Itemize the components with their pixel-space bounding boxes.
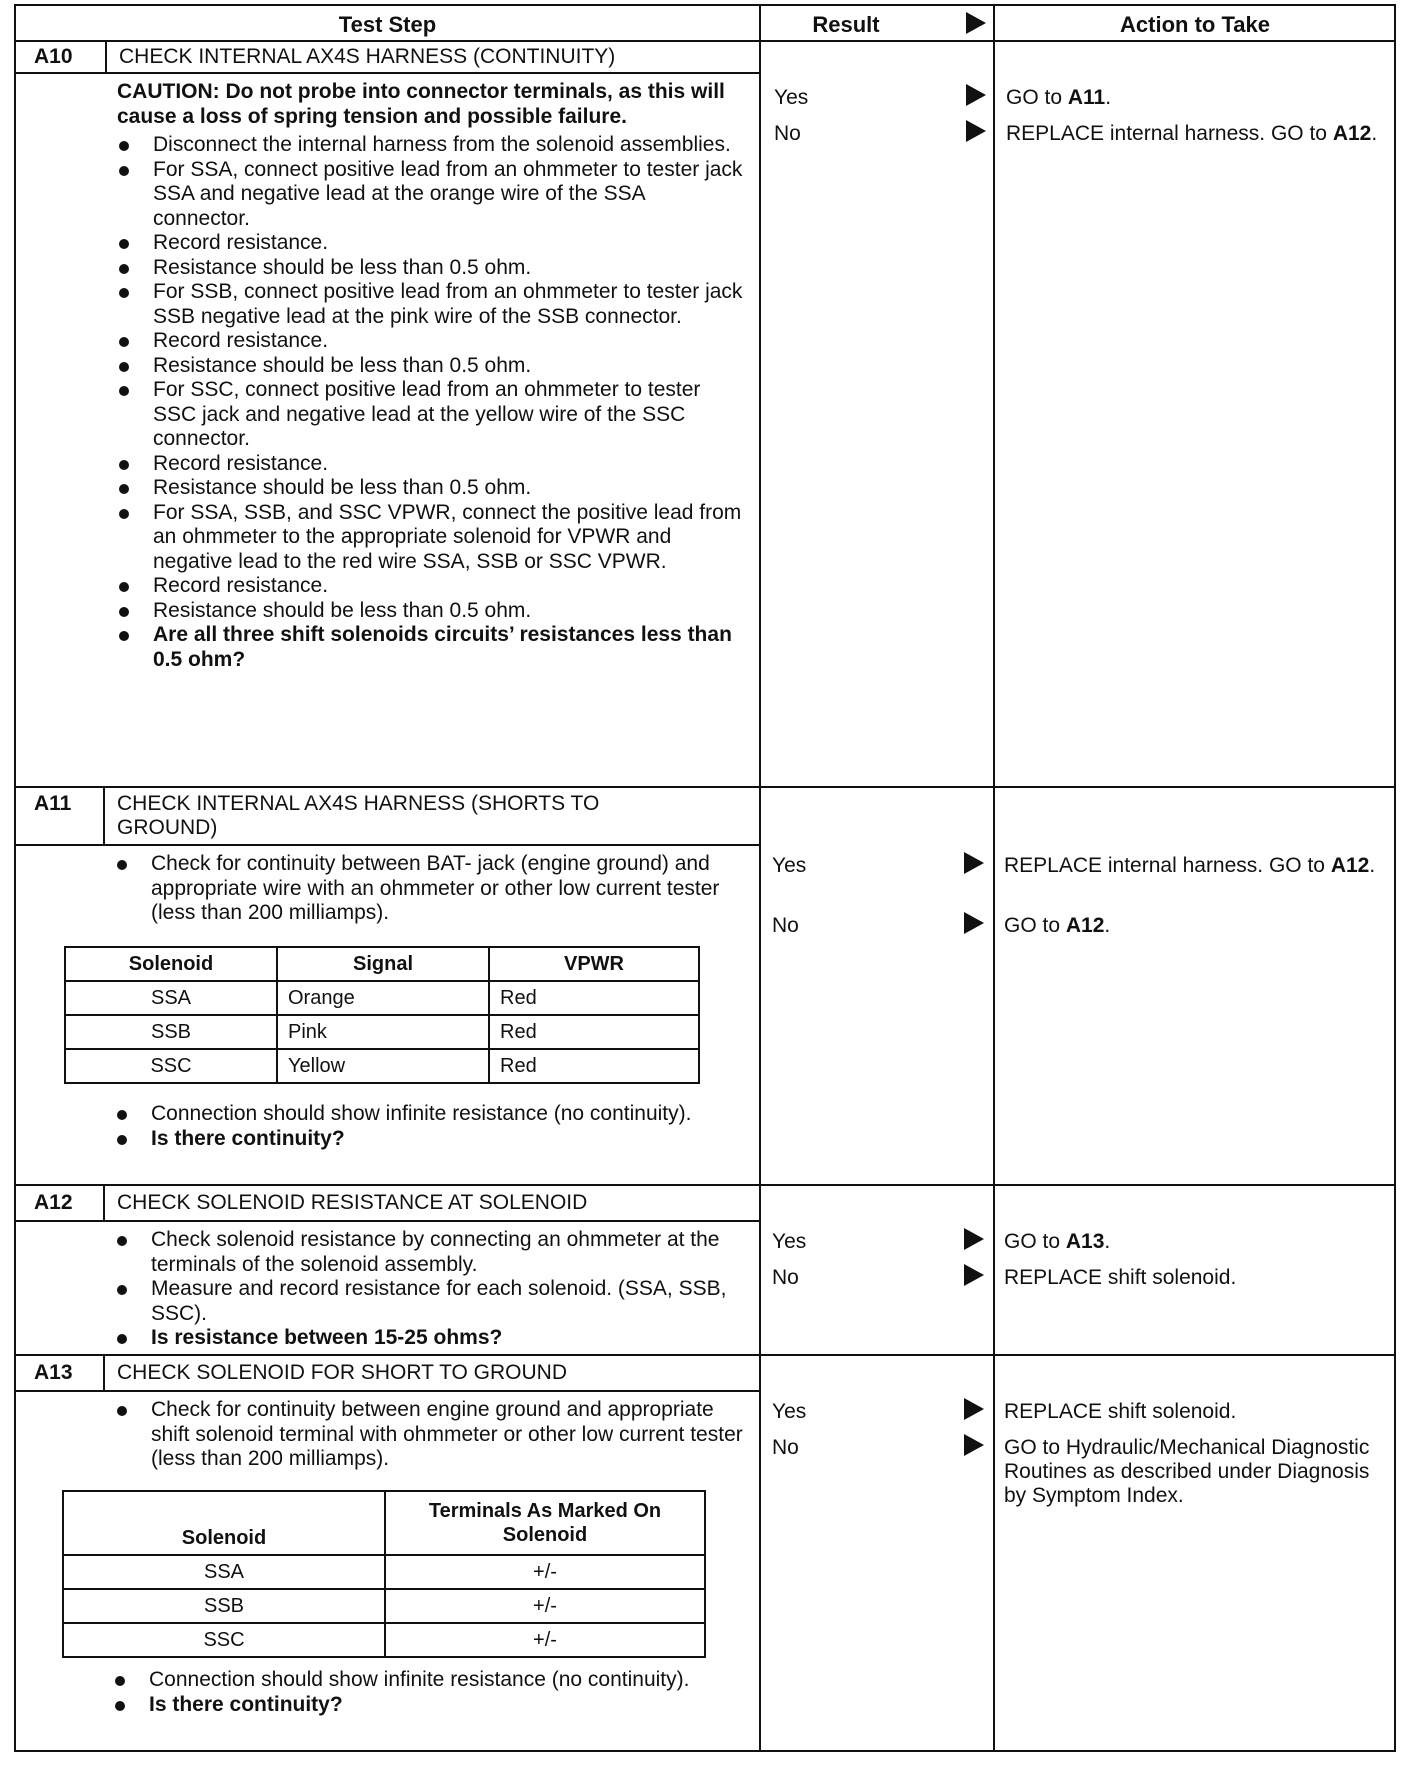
step-a11-content-bottom xyxy=(115,1102,745,1151)
step-a10-bullets xyxy=(117,133,747,672)
step-a11-action-yes: REPLACE internal harness. GO to A12. xyxy=(1004,854,1376,877)
solenoid-wire-table xyxy=(64,946,700,1084)
table-cell: SSC xyxy=(63,1623,385,1657)
table-cell: SSB xyxy=(63,1589,385,1623)
step-a13-action-no: GO to Hydraulic/Mechanical Diagnostic Routines as described under Diagnosis by Symptom Index. xyxy=(1004,1436,1370,1507)
table-cell: SSA xyxy=(63,1555,385,1589)
list-item: Measure and record resistance for each solenoid. (SSA, SSB, SSC). xyxy=(115,1277,745,1326)
step-a13-yes-arrow-icon xyxy=(964,1398,984,1420)
step-a11-title: CHECK INTERNAL AX4S HARNESS (SHORTS TO GROUND) xyxy=(117,792,600,839)
step-a11-result-yes: Yes xyxy=(772,854,807,877)
table-cell: Pink xyxy=(277,1015,489,1049)
step-a10-id: A10 xyxy=(34,45,73,68)
table-row xyxy=(65,1015,699,1049)
table-cell: Red xyxy=(489,981,699,1015)
step-a10-result-yes: Yes xyxy=(774,86,809,109)
step-a10-caution: CAUTION: Do not probe into connector terminals, as this will cause a loss of spring tension and possible failure. xyxy=(117,80,725,128)
table-header: Solenoid xyxy=(63,1491,385,1555)
step-a13-action-yes: REPLACE shift solenoid. xyxy=(1004,1400,1237,1423)
list-item: Check for continuity between BAT- jack (engine ground) and appropriate wire with an ohmmeter or other low current tester (less than 200 milliamps). xyxy=(115,852,745,926)
step-a11-yes-arrow-icon xyxy=(964,852,984,874)
step-a12-content xyxy=(115,1228,745,1351)
list-item: For SSC, connect positive lead from an ohmmeter to tester SSC jack and negative lead at the yellow wire of the SSC connector. xyxy=(117,378,747,452)
step-a10-question: Are all three shift solenoids circuits’ resistances less than 0.5 ohm? xyxy=(117,623,747,672)
step-a12-question: Is resistance between 15-25 ohms? xyxy=(115,1326,745,1351)
table-cell: Yellow xyxy=(277,1049,489,1083)
list-item: For SSB, connect positive lead from an ohmmeter to tester jack SSB negative lead at the pink wire of the SSB connector. xyxy=(117,280,747,329)
step-a12-no-arrow-icon xyxy=(964,1264,984,1286)
list-item: For SSA, SSB, and SSC VPWR, connect the positive lead from an ohmmeter to the appropriate solenoid for VPWR and negative lead to the red wire SSA, SSB or SSC VPWR. xyxy=(117,501,747,575)
step-a13-content-top xyxy=(115,1398,745,1472)
step-a10-title: CHECK INTERNAL AX4S HARNESS (CONTINUITY) xyxy=(119,45,616,68)
table-cell: +/- xyxy=(385,1589,705,1623)
header-result: Result xyxy=(812,12,880,37)
list-item: Resistance should be less than 0.5 ohm. xyxy=(117,354,747,379)
table-row xyxy=(63,1623,705,1657)
step-a11-action-no: GO to A12. xyxy=(1004,914,1111,937)
list-item: Record resistance. xyxy=(117,231,747,256)
list-item: Record resistance. xyxy=(117,574,747,599)
step-a10-result-no: No xyxy=(774,122,801,145)
step-a12-action-yes: GO to A13. xyxy=(1004,1230,1111,1253)
table-header: Signal xyxy=(277,947,489,981)
list-item: Connection should show infinite resistance (no continuity). xyxy=(113,1668,743,1693)
step-a10-content xyxy=(117,80,747,672)
table-cell: Red xyxy=(489,1015,699,1049)
table-cell: +/- xyxy=(385,1623,705,1657)
table-cell: +/- xyxy=(385,1555,705,1589)
solenoid-terminal-table xyxy=(62,1490,706,1658)
step-a13-title: CHECK SOLENOID FOR SHORT TO GROUND xyxy=(117,1361,568,1384)
column-divider-result xyxy=(759,6,761,1750)
step-a11-result-no: No xyxy=(772,914,799,937)
list-item: Record resistance. xyxy=(117,329,747,354)
column-divider-action xyxy=(993,6,995,1750)
step-a13-result-yes: Yes xyxy=(772,1400,807,1423)
list-item: Resistance should be less than 0.5 ohm. xyxy=(117,599,747,624)
list-item: Check for continuity between engine ground and appropriate shift solenoid terminal with ohmmeter or other low current tester (less than 200 milliamps). xyxy=(115,1398,745,1472)
header-test-step: Test Step xyxy=(338,12,437,37)
table-cell: Red xyxy=(489,1049,699,1083)
step-a13-content-bottom xyxy=(113,1668,743,1717)
step-a11-no-arrow-icon xyxy=(964,912,984,934)
list-item: Disconnect the internal harness from the solenoid assemblies. xyxy=(117,133,747,158)
step-a12-title: CHECK SOLENOID RESISTANCE AT SOLENOID xyxy=(117,1191,588,1214)
table-row xyxy=(65,1049,699,1083)
step-a11-content-top xyxy=(115,852,745,926)
list-item: For SSA, connect positive lead from an ohmmeter to tester jack SSA and negative lead at the orange wire of the SSA connector. xyxy=(117,158,747,232)
step-a12-result-yes: Yes xyxy=(772,1230,807,1253)
step-a10-action-no: REPLACE internal harness. GO to A12. xyxy=(1006,122,1378,145)
list-item: Check solenoid resistance by connecting an ohmmeter at the terminals of the solenoid assembly. xyxy=(115,1228,745,1277)
step-a10-no-arrow-icon xyxy=(966,120,986,142)
header-action: Action to Take xyxy=(1120,12,1270,37)
table-row xyxy=(63,1589,705,1623)
table-header: VPWR xyxy=(489,947,699,981)
step-a12-action-no: REPLACE shift solenoid. xyxy=(1004,1266,1237,1289)
header-arrow-icon xyxy=(966,12,986,34)
list-item: Resistance should be less than 0.5 ohm. xyxy=(117,476,747,501)
table-header: Solenoid xyxy=(65,947,277,981)
list-item: Resistance should be less than 0.5 ohm. xyxy=(117,256,747,281)
table-row xyxy=(65,981,699,1015)
list-item: Record resistance. xyxy=(117,452,747,477)
table-header: Terminals As Marked On Solenoid xyxy=(385,1491,705,1555)
step-a12-result-no: No xyxy=(772,1266,799,1289)
step-a11-question: Is there continuity? xyxy=(115,1127,745,1152)
step-a13-no-arrow-icon xyxy=(964,1434,984,1456)
table-cell: SSB xyxy=(65,1015,277,1049)
table-cell: Orange xyxy=(277,981,489,1015)
step-a10-action-yes: GO to A11. xyxy=(1006,86,1112,109)
step-a12-id: A12 xyxy=(34,1191,73,1214)
step-a10-yes-arrow-icon xyxy=(966,84,986,106)
step-a11-id: A11 xyxy=(34,792,72,815)
diagnostic-table xyxy=(14,4,1396,1752)
table-cell: SSA xyxy=(65,981,277,1015)
table-row xyxy=(63,1555,705,1589)
step-a13-question: Is there continuity? xyxy=(113,1693,743,1718)
table-cell: SSC xyxy=(65,1049,277,1083)
step-a13-id: A13 xyxy=(34,1361,73,1384)
step-a13-result-no: No xyxy=(772,1436,799,1459)
step-a12-yes-arrow-icon xyxy=(964,1228,984,1250)
list-item: Connection should show infinite resistance (no continuity). xyxy=(115,1102,745,1127)
